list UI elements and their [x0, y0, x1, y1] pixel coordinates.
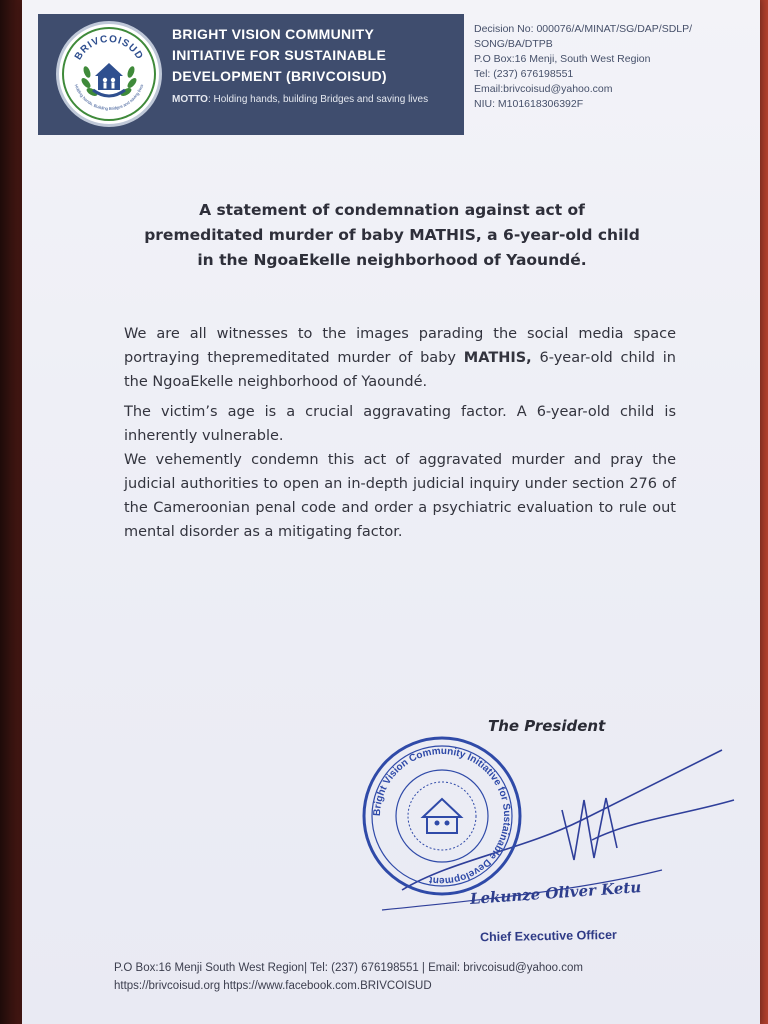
statement-title: A statement of condemnation against act of premeditated murder of baby MATHIS, a 6-year-old child in the NgoaEkelle neighborhood of Yaoundé. — [144, 201, 640, 269]
header-banner — [38, 14, 464, 135]
email-address: Email:brivcoisud@yahoo.com — [474, 83, 613, 95]
footer-contact-line: P.O Box:16 Menji South West Region| Tel: (237) 676198551 | Email: brivcoisud@yahoo.com — [114, 962, 583, 974]
organization-contact-block — [474, 22, 744, 112]
letter-page — [22, 0, 760, 1024]
decision-number-cont: SONG/BA/DTPB — [474, 38, 553, 50]
victim-name: MATHIS, — [463, 350, 532, 366]
signer-name: Lekunze Oliver Ketu — [469, 878, 642, 908]
paragraph-3: We vehemently condemn this act of aggravated murder and pray the judicial authorities to open an in-depth judicial inquiry under section 276 of the Cameroonian penal code and order a psychiatric evaluation to rule out mental disorder as a mitigating factor. — [124, 452, 676, 540]
organization-name: BRIGHT VISION COMMUNITY INITIATIVE FOR SUSTAINABLE DEVELOPMENT (BRIVCOISUD) — [172, 26, 387, 84]
paragraph-2: The victim’s age is a crucial aggravating factor. A 6-year-old child is inherently vulnerable. — [124, 404, 676, 444]
signoff-title: The President — [488, 717, 606, 735]
logo-emblem-icon — [59, 24, 159, 124]
footer-web-links: https://brivcoisud.org https://www.facebook.com.BRIVCOISUD — [114, 980, 432, 992]
telephone: Tel: (237) 676198551 — [474, 68, 574, 80]
letter-footer — [114, 959, 714, 995]
organization-motto: MOTTO: Holding hands, building Bridges and saving lives — [172, 94, 429, 105]
signer-role: Chief Executive Officer — [479, 927, 617, 945]
house-family-icon — [93, 63, 125, 96]
postal-address: P.O Box:16 Menji, South West Region — [474, 53, 651, 65]
stamp-ring-text: Bright Vision Community Initiative for Sustainable Development — [371, 745, 513, 887]
decision-number: Decision No: 000076/A/MINAT/SG/DAP/SDLP/ — [474, 23, 693, 35]
logo-top-text: BRIVCOISUD — [72, 33, 146, 63]
paragraph-1: We are all witnesses to the images parading the social media space portraying thepremeditated murder of baby MATHIS, 6-year-old child in the NgoaEkelle neighborhood of Yaoundé. — [124, 326, 676, 390]
organization-stamp-icon — [359, 733, 525, 899]
organization-logo — [56, 21, 162, 127]
logo-ring-text: Holding hands, Building Bridges and saving lives — [73, 83, 145, 112]
niu-number: NIU: M101618306392F — [474, 98, 584, 110]
statement-body — [124, 322, 676, 544]
